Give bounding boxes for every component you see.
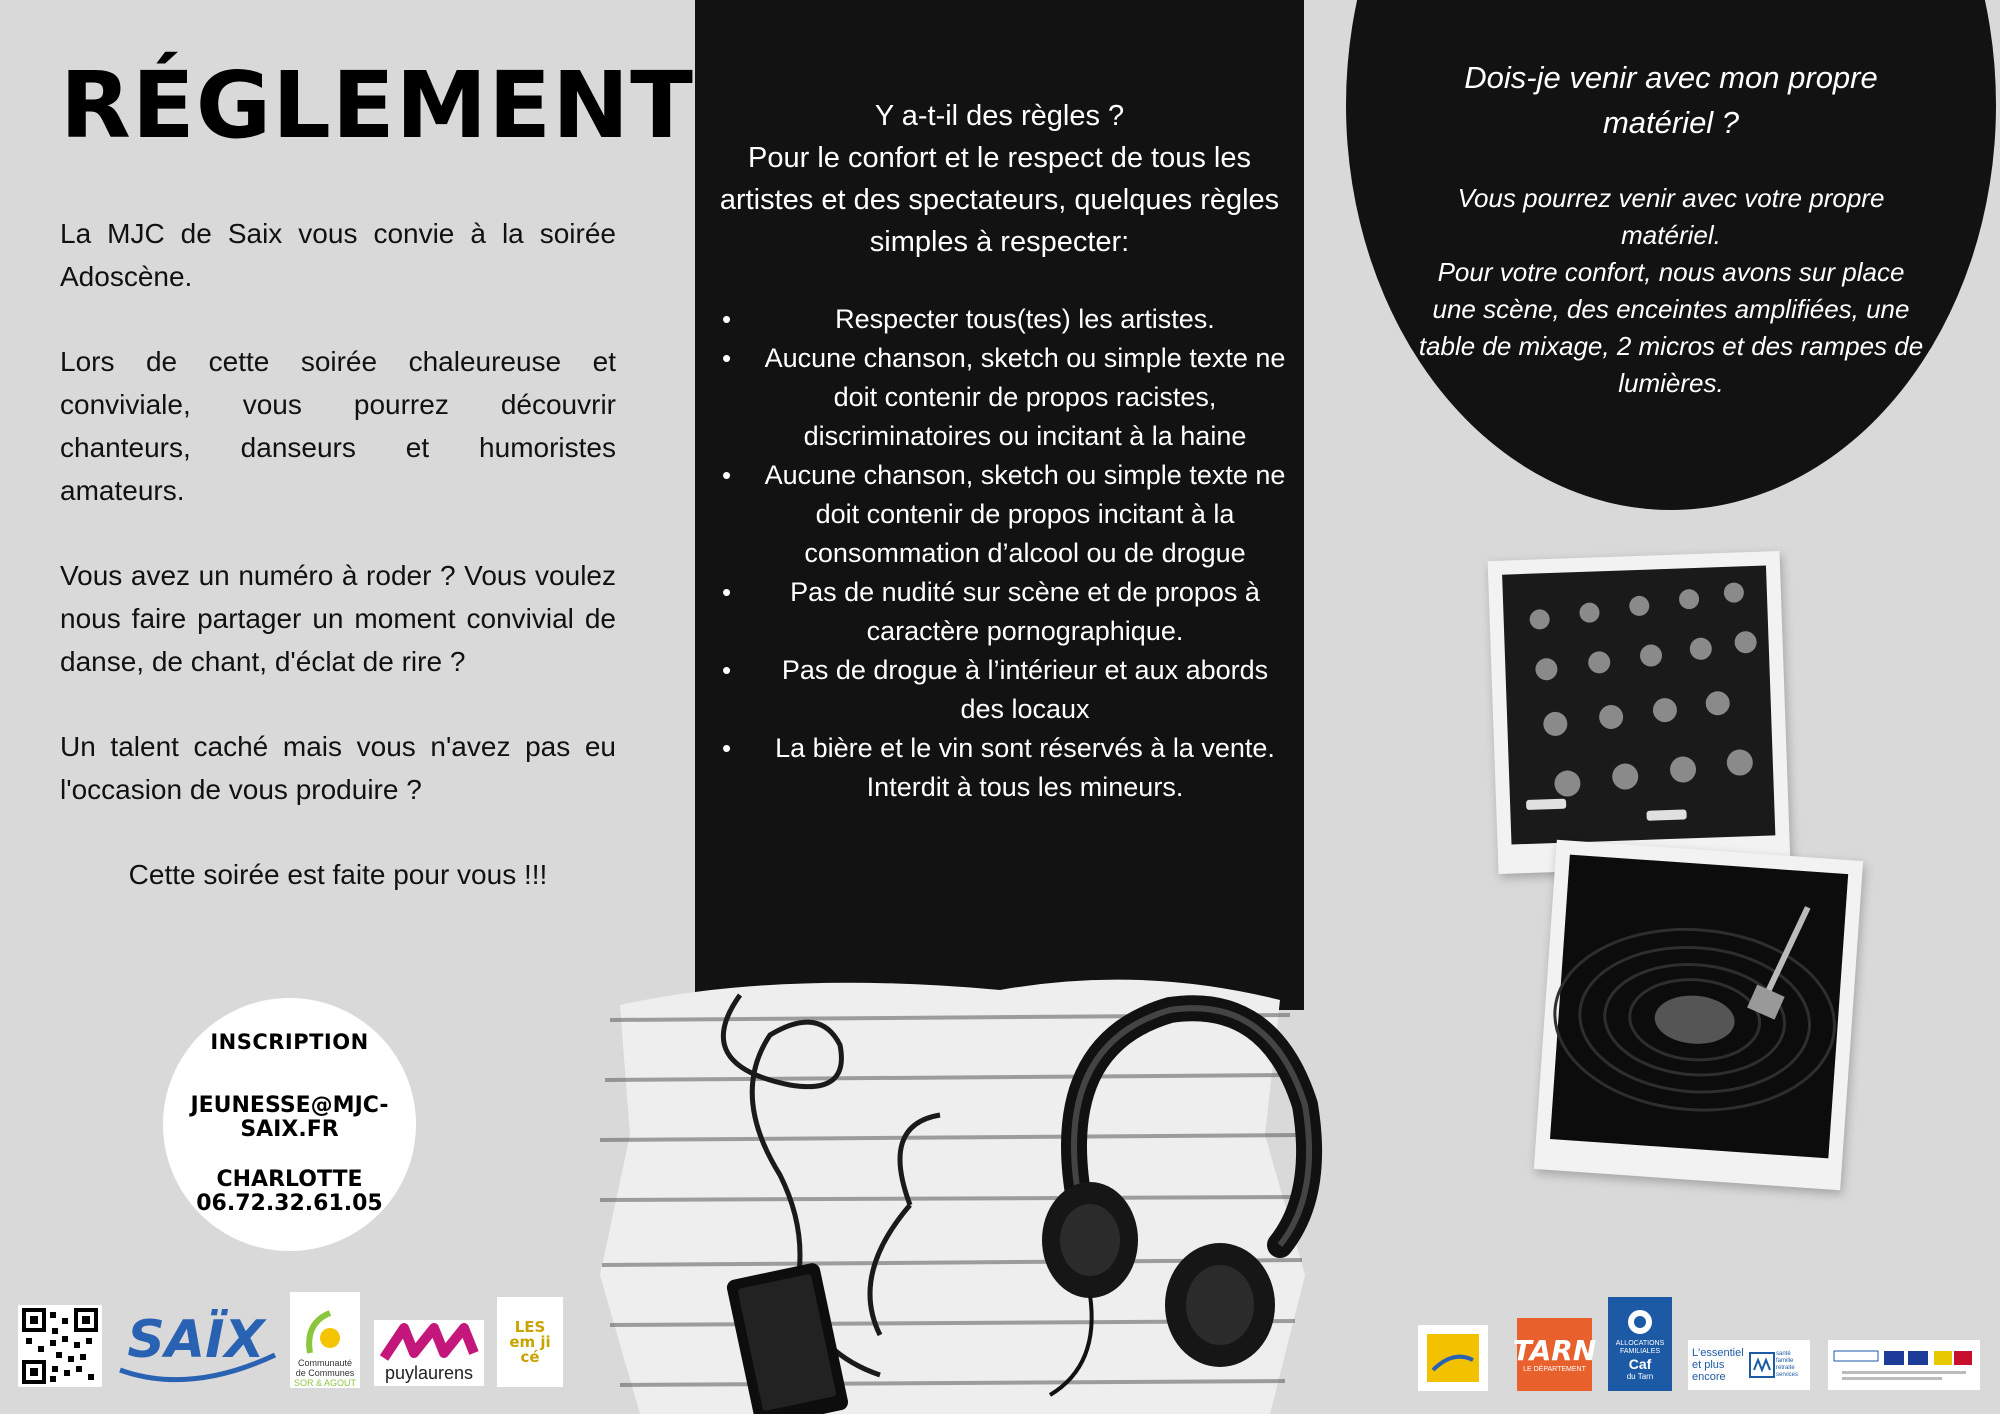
inscription-badge	[163, 998, 416, 1251]
les-emjice-logo	[497, 1297, 563, 1387]
headphones-image	[580, 975, 1380, 1414]
caf-emblem-icon	[1620, 1308, 1660, 1340]
inscription-contact-name: CHARLOTTE	[216, 1167, 363, 1192]
eu-flags-icon	[1832, 1345, 1976, 1385]
page-title: RÉGLEMENT	[60, 52, 694, 159]
faq-answer-line: Pour votre confort, nous avons sur place une scène, des enceintes amplifiées, une table de mixage, 2 micros et des rampes de lumières.	[1418, 257, 1924, 398]
rule-item: • Respecter tous(tes) les artistes.	[750, 300, 1290, 339]
mixing-desk-image	[1488, 551, 1791, 874]
faq-circle	[1346, 0, 1996, 510]
intro-paragraph: Lors de cette soirée chaleureuse et conviviale, vous pourrez découvrir chanteurs, danseurs et humoristes amateurs.	[60, 346, 616, 506]
eu-funding-logo	[1828, 1340, 1980, 1390]
msa-slogan-text: L'essentiel et plus encore	[1692, 1347, 1744, 1383]
tarn-text: TARN	[1512, 1334, 1597, 1367]
caf-text: Caf	[1628, 1355, 1652, 1372]
intro-paragraph: La MJC de Saix vous convie à la soirée Adoscène.	[60, 218, 616, 292]
inscription-title: INSCRIPTION	[210, 1030, 369, 1054]
faq-question: Dois-je venir avec mon propre matériel ?	[1464, 60, 1878, 140]
communaute-text: SOR & AGOUT	[293, 1378, 356, 1388]
caf-logo	[1608, 1297, 1672, 1391]
intro-closing: Cette soirée est faite pour vous !!!	[128, 859, 548, 890]
msa-logo	[1688, 1340, 1810, 1390]
saix-logo-text: SAÏX	[127, 1310, 265, 1370]
msa-emblem-icon	[1749, 1352, 1775, 1378]
tarn-logo	[1512, 1318, 1597, 1391]
rule-item: • Pas de drogue à l’intérieur et aux abords des locaux	[750, 651, 1290, 729]
intro-paragraph: Un talent caché mais vous n'avez pas eu l'occasion de vous produire ?	[60, 731, 616, 805]
rule-item: • Aucune chanson, sketch ou simple texte ne doit contenir de propos racistes, discriminatoires ou incitant à la haine	[750, 339, 1290, 456]
mixer-photo	[1488, 551, 1791, 874]
intro-text	[60, 212, 616, 938]
tarn-sub-text: LE DÉPARTEMENT	[1523, 1366, 1586, 1373]
vinyl-record-image	[1534, 840, 1863, 1191]
mjc-brush-icon	[379, 1323, 479, 1363]
mjc-puylaurens-text: puylaurens	[384, 1362, 474, 1383]
rules-lead: Pour le confort et le respect de tous les artistes et des spectateurs, quelques règles simples à respecter:	[719, 142, 1280, 258]
rule-item: • La bière et le vin sont réservés à la vente. Interdit à tous les mineurs.	[750, 729, 1290, 807]
caf-text: du Tarn	[1626, 1371, 1654, 1381]
saix-logo	[110, 1300, 282, 1390]
qr-code[interactable]	[18, 1305, 102, 1387]
rules-panel	[695, 0, 1304, 1010]
faq-answer-line: Vous pourrez venir avec votre propre matériel.	[1457, 183, 1885, 250]
faq-answer	[1416, 180, 1926, 402]
rules-intro	[715, 95, 1284, 263]
communaute-logo	[290, 1292, 360, 1388]
les-emjice-text: LES em ji cé	[509, 1317, 551, 1366]
rules-list	[750, 300, 1290, 807]
communaute-text: de Communes	[295, 1368, 355, 1378]
cyclone-logo	[1418, 1325, 1488, 1391]
communaute-text: Communauté	[297, 1358, 352, 1368]
intro-paragraph: Vous avez un numéro à roder ? Vous voulez nous faire partager un moment convivial de danse, de chant, d'éclat de rire ?	[60, 560, 616, 677]
mjc-puylaurens-logo	[374, 1320, 484, 1386]
rules-question: Y a-t-il des règles ?	[874, 100, 1125, 132]
rule-item: • Aucune chanson, sketch ou simple texte ne doit contenir de propos incitant à la consommation d’alcool ou de drogue	[750, 456, 1290, 573]
headphones-photo	[580, 975, 1380, 1414]
inscription-phone[interactable]: 06.72.32.61.05	[196, 1191, 383, 1216]
inscription-email[interactable]: JEUNESSE@MJC-SAIX.FR	[190, 1093, 389, 1142]
rule-item: • Pas de nudité sur scène et de propos à caractère pornographique.	[750, 573, 1290, 651]
cyclone-emblem-icon	[1423, 1330, 1483, 1386]
communaute-emblem-icon	[300, 1308, 350, 1358]
caf-text: ALLOCATIONS FAMILIALES	[1615, 1339, 1665, 1355]
vinyl-photo	[1534, 840, 1863, 1191]
msa-right-text: santé famille retraite services	[1776, 1351, 1799, 1378]
qr-code-icon	[22, 1308, 98, 1384]
